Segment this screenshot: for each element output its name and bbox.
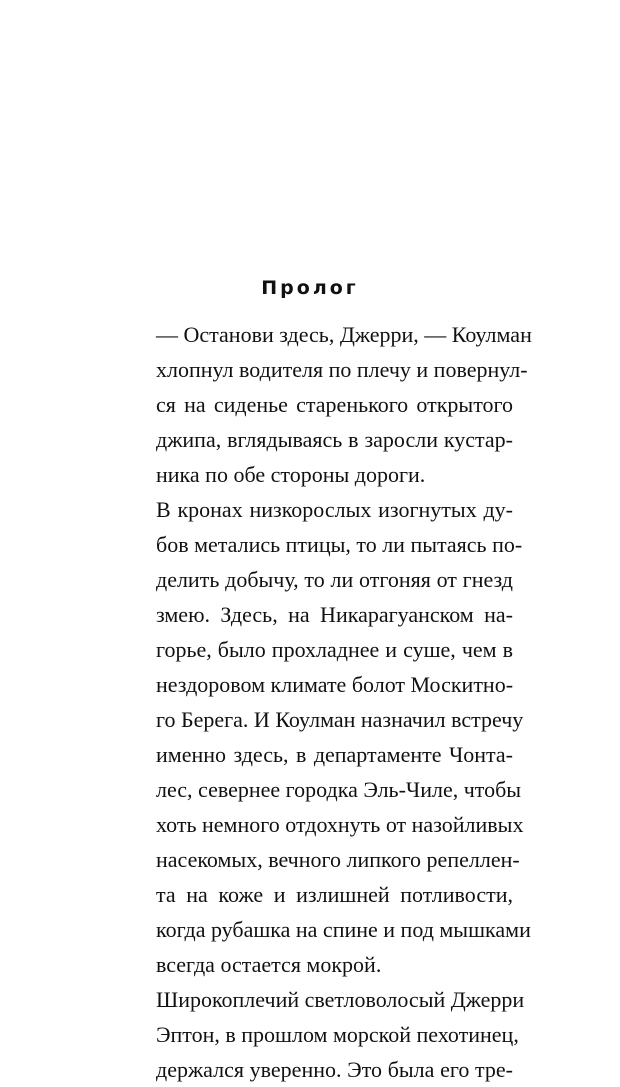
text-line: нездоровом климате болот Москитно- xyxy=(156,672,514,697)
text-line: — Останови здесь, Джерри, — Коулман xyxy=(156,322,532,347)
text-line: хлопнул водителя по плечу и повернул- xyxy=(156,357,528,382)
text-line: змею. Здесь, на Никарагуанском на- xyxy=(156,602,513,627)
text-line: когда рубашка на спине и под мышками xyxy=(156,917,531,942)
text-line: всегда остается мокрой. xyxy=(156,952,382,977)
text-line: ника по обе стороны дороги. xyxy=(156,462,426,487)
text-line: джипа, вглядываясь в заросли кустар- xyxy=(156,427,513,452)
chapter-title: Пролог xyxy=(261,277,359,299)
text-line: Эптон, в прошлом морской пехотинец, xyxy=(156,1022,519,1047)
text-line: ся на сиденье старенького открытого xyxy=(156,392,513,417)
text-line: В кронах низкорослых изогнутых ду- xyxy=(156,497,513,522)
text-line: держался уверенно. Это была его тре- xyxy=(156,1057,513,1082)
text-line: та на коже и излишней потливости, xyxy=(156,882,513,907)
text-line: го Берега. И Коулман назначил встречу xyxy=(156,707,524,732)
text-line: делить добычу, то ли отгоняя от гнезд xyxy=(156,567,513,592)
text-line: Широкоплечий светловолосый Джерри xyxy=(156,987,525,1012)
text-line: насекомых, вечного липкого репеллен- xyxy=(156,847,520,872)
text-line: бов метались птицы, то ли пытаясь по- xyxy=(156,532,523,557)
text-line: хоть немного отдохнуть от назойливых xyxy=(156,812,524,837)
text-line: горье, было прохладнее и суше, чем в xyxy=(156,637,513,662)
text-line: именно здесь, в департаменте Чонта- xyxy=(156,742,513,767)
text-line: лес, севернее городка Эль-Чиле, чтобы xyxy=(156,777,522,802)
